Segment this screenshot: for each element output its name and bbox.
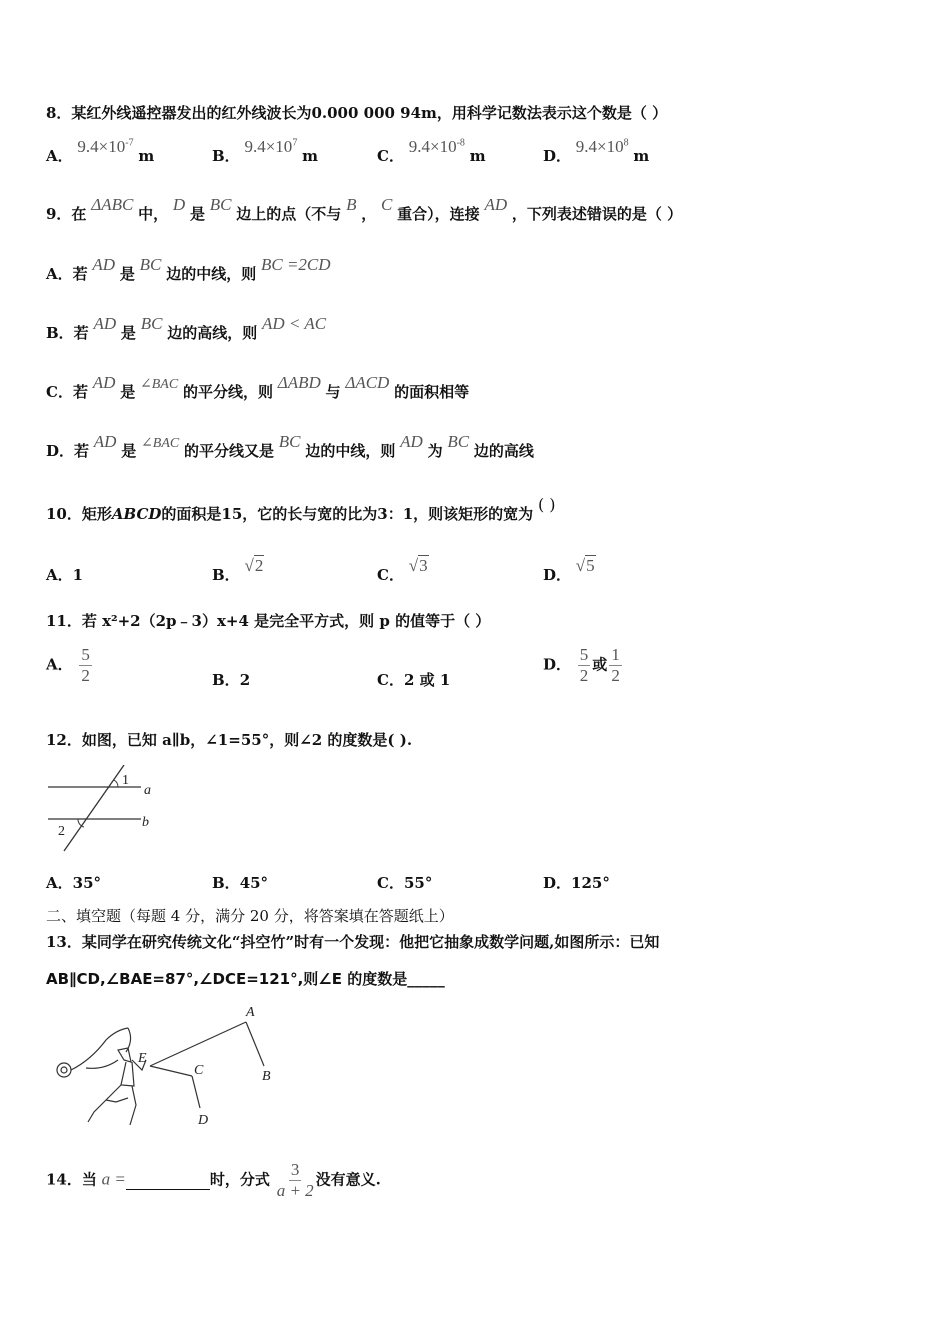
label-D: D: [198, 1113, 209, 1128]
q12-stem: 12．如图，已知 a∥b，∠1=55°，则∠2 的度数是( ).: [46, 731, 413, 749]
segment-AB: [246, 1022, 264, 1066]
q8-c-value: $9.4\times 10^{-8}$: [408, 137, 465, 156]
q10-stem: 10．矩形ABCD的面积是15，它的长与宽的比为3：1，则该矩形的宽为 ( ): [46, 495, 556, 523]
label-B: B: [262, 1069, 271, 1084]
fraction: $\frac{5}{2}$: [81, 645, 90, 685]
q10-option-b[interactable]: B． √2: [212, 556, 264, 584]
q8-stem-text: 8．某红外线遥控器发出的红外线波长为0.000 000 94m，用科学记数法表示这个数是（ ）: [46, 104, 668, 122]
q8-option-b[interactable]: B． $9.4\times 10^7$ m: [212, 137, 318, 165]
q12-option-c[interactable]: C．55°: [377, 874, 433, 892]
q11-option-c[interactable]: C．2 或 1: [377, 671, 451, 689]
q14-stem: 14．当 a = 时，分式 $\frac{3}{a + 2}$ 没有意义.: [46, 1160, 381, 1200]
q9-option-a[interactable]: A．若 AD 是 BC 边的中线，则 BC =2CD: [46, 255, 331, 283]
q11-stem: 11．若 x²+2（2p﹣3）x+4 是完全平方式，则 p 的值等于（ ）: [46, 612, 491, 630]
q11-option-b[interactable]: B．2: [212, 671, 251, 689]
q8-stem: [46, 102, 667, 123]
q9-option-d[interactable]: D．若 AD 是 ∠BAC 的平分线又是 BC 边的中线，则 AD 为 BC 边的高线: [46, 432, 534, 460]
segment-EA: [150, 1022, 246, 1066]
kongzhu-figure: [46, 1000, 286, 1140]
sqrt-5: √5: [575, 556, 595, 575]
label-a: a: [144, 783, 151, 798]
fraction: $\frac{3}{a + 2}$: [276, 1160, 314, 1200]
q10-option-c[interactable]: C． √3: [377, 556, 428, 584]
sqrt-3: √3: [408, 556, 428, 575]
segment-CD: [192, 1076, 200, 1108]
q11-option-d[interactable]: D． $\frac{5}{2}$ 或 $\frac{1}{2}$: [543, 645, 620, 685]
label-C: C: [194, 1063, 204, 1078]
label-E: E: [138, 1051, 147, 1066]
transversal: [64, 765, 124, 851]
q12-option-a[interactable]: A．35°: [46, 874, 102, 892]
q13-condition: AB∥CD,∠BAE=87°,∠DCE=121°,则∠E 的度数是_____: [46, 970, 445, 988]
q8-option-a[interactable]: A． $9.4\times 10^{-7}$ m: [46, 137, 155, 165]
q8-d-value: $9.4\times 10^8$: [575, 137, 629, 156]
sqrt-2: √2: [244, 556, 264, 575]
fraction: $\frac{1}{2}$: [611, 645, 620, 685]
q8-option-d[interactable]: D． $9.4\times 10^8$ m: [543, 137, 650, 165]
q12-option-b[interactable]: B．45°: [212, 874, 269, 892]
q11-option-a[interactable]: A． $\frac{5}{2}$: [46, 645, 90, 685]
q9-stem: 9．在 ΔABC 中， D 是 BC 边上的点（不与 B ， C 重合），连接 AD ，下列表述错误的是（ ）: [46, 195, 683, 223]
parallel-lines-figure: [46, 765, 166, 855]
q10-option-a[interactable]: A．1: [46, 566, 84, 584]
person-drawing: [57, 1028, 146, 1125]
q8-a-value: $9.4\times 10^{-7}$: [77, 137, 134, 156]
q13-stem: 13．某同学在研究传统文化“抖空竹”时有一个发现：他把它抽象成数学问题,如图所示：已知: [46, 933, 660, 951]
q12-option-d[interactable]: D．125°: [543, 874, 610, 892]
q10-option-d[interactable]: D． √5: [543, 556, 595, 584]
q9-option-c[interactable]: C．若 AD 是 ∠BAC 的平分线，则 ΔABD 与 ΔACD 的面积相等: [46, 373, 470, 401]
q9-option-b[interactable]: B．若 AD 是 BC 边的高线，则 AD < AC: [46, 314, 327, 342]
label-b: b: [142, 815, 149, 830]
q8-option-c[interactable]: C． $9.4\times 10^{-8}$ m: [377, 137, 486, 165]
label-A: A: [246, 1005, 255, 1020]
fraction: $\frac{5}{2}$: [579, 645, 589, 685]
label-1: 1: [122, 773, 129, 788]
label-2: 2: [58, 824, 65, 839]
segment-EC: [150, 1066, 192, 1076]
section-heading: 二、填空题（每题 4 分，满分 20 分，将答案填在答题纸上）: [46, 907, 454, 925]
answer-blank[interactable]: [126, 1171, 210, 1190]
angle-1-arc: [114, 780, 118, 787]
q8-b-value: $9.4\times 10^7$: [244, 137, 298, 156]
